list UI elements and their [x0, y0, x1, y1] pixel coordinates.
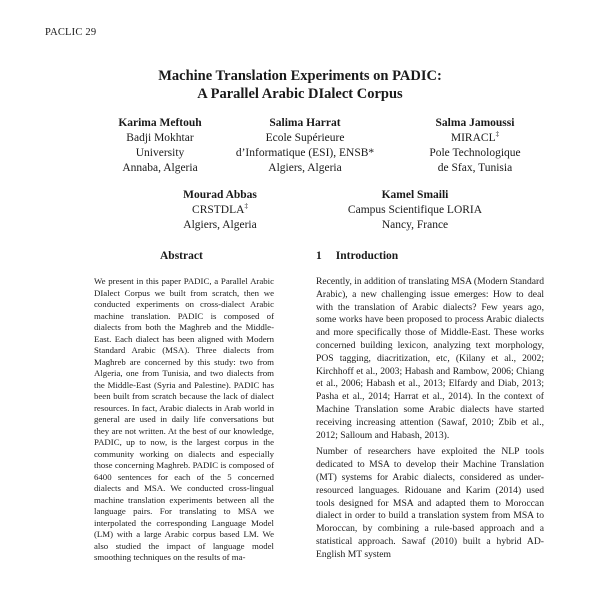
author-affiliation: Nancy, France	[381, 219, 449, 231]
author-name: Karima Meftouh	[118, 117, 202, 129]
author-affiliation: de Sfax, Tunisia	[437, 162, 513, 174]
author-block	[150, 188, 290, 233]
author-affiliation: Badji Mokhtar	[126, 132, 194, 144]
footnote-mark: ‡	[244, 202, 248, 211]
section-number: 1	[316, 250, 322, 262]
abstract-heading: Abstract	[160, 250, 203, 262]
author-affiliation: Ecole Supérieure	[265, 132, 345, 144]
footnote-mark: ‡	[495, 130, 500, 139]
author-affiliation: Campus Scientifique LORIA	[347, 204, 483, 216]
author-block	[220, 116, 390, 176]
paragraph: Recently, in addition of translating MSA (Modern Standard Arabic), a new challenging issue emerges: How to deal with the translation of Arabic dialects? Few years ago, some works have been proposed to process Arabic dialects and more specifically those of Middle-East. These works concerned building lexicon, analyzing text morphology, POS tagging, diacritization, etc, (Kilany et al., 2002; Kirchhoff et al., 2003; Habash and Rambow, 2006; Chiang et al., 2006; Habash et al., 2013; Elfardy and Diab, 2013; Pasha et al., 2014; Harrat et al., 2014). In the context of Machine Translation some Arabic dialects have started receiving increasing attention (Sawaf, 2010; Zbib et al., 2012; Salloum and Habash, 2013).	[316, 276, 544, 441]
author-affiliation	[400, 131, 550, 146]
author-affiliation: Algiers, Algeria	[268, 162, 342, 174]
author-name: Kamel Smaili	[381, 189, 449, 201]
abstract-body: We present in this paper PADIC, a Parallel Arabic DIalect Corpus we built from scratch, then we conducted experiments on cross-dialect Arabic machine translation. PADIC is composed of dialects from both the Maghreb and the Middle-East. Each dialect has been aligned with Modern Standard Arabic (MSA). Three dialects from Maghreb are concerned by this study: two from Algeria, one from Tunisia, and two dialects from the Middle-East (Syria and Palestine). PADIC has been built from scratch because the lack of dialect resources. In fact, Arabic dialects in Arab world in general are used in daily life conversations but they are not written. At the best of our knowledge, PADIC, up to now, is the largest corpus in the community working on dialects and especially those concerning Maghreb. PADIC is composed of 6400 sentences for each of the 5 concerned dialects and MSA. We conducted cross-lingual machine translation experiments between all the language pairs. For translating to MSA we interpolated the corresponding Language Model (LM) with a large Arabic corpus based LM. We also studied the impact of language model smoothing techniques on the results of ma-	[94, 276, 274, 562]
paper-title-line-1: Machine Translation Experiments on PADIC:	[158, 68, 442, 84]
author-block	[320, 188, 510, 233]
author-affiliation: d’Informatique (ESI), ENSB*	[235, 147, 375, 159]
author-name: Salma Jamoussi	[435, 117, 515, 129]
section-title: Introduction	[335, 250, 399, 262]
affiliation-text: CRSTDLA	[192, 204, 245, 216]
author-affiliation: University	[135, 147, 185, 159]
introduction-heading	[316, 250, 398, 262]
author-affiliation: Algiers, Algeria	[183, 219, 257, 231]
author-block	[400, 116, 550, 176]
affiliation-text: MIRACL	[450, 132, 496, 144]
author-name: Salima Harrat	[269, 117, 341, 129]
introduction-body	[316, 276, 544, 566]
author-affiliation	[150, 203, 290, 218]
author-affiliation: Pole Technologique	[429, 147, 521, 159]
author-block	[90, 116, 230, 176]
author-affiliation: Annaba, Algeria	[122, 162, 198, 174]
paper-title-line-2: A Parallel Arabic DIalect Corpus	[197, 86, 403, 102]
author-name: Mourad Abbas	[183, 189, 257, 201]
paragraph: Number of researchers have exploited the NLP tools dedicated to MSA to develop their Machine Translation (MT) systems for Arabic dialects, considered as under-resourced languages. Ridouane and Karim (2014) used tools designed for MSA and adapted them to Moroccan dialect in order to build a translation system from MSA to Moroccan, by combining a rule-based approach and a statistical approach. Sawaf (2010) built a hybrid AD-English MT system	[316, 446, 544, 560]
page-header: PACLIC 29	[45, 27, 97, 38]
